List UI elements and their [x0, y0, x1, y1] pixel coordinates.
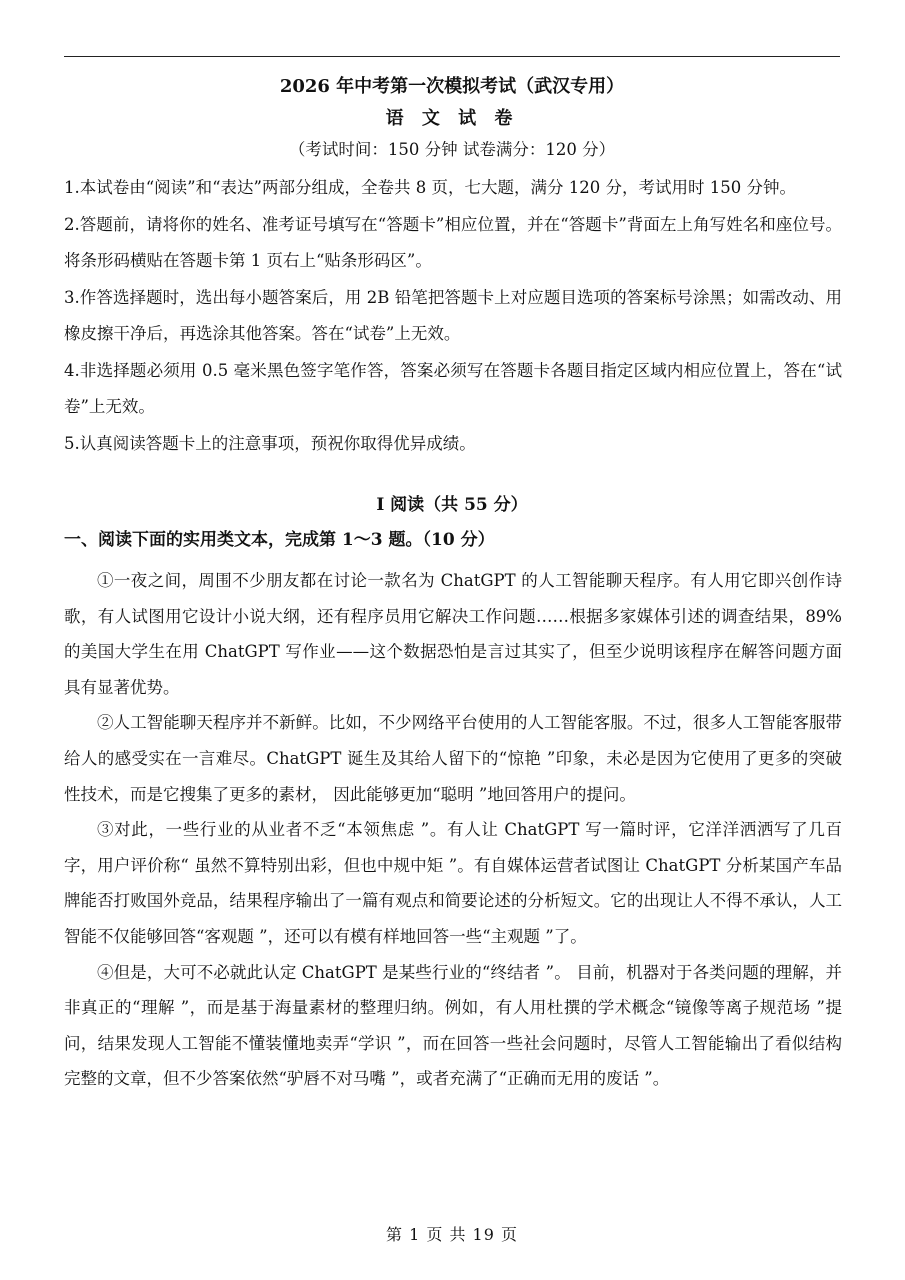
passage-paragraph: ④但是，大可不必就此认定 ChatGPT 是某些行业的“终结者 ”。 目前，机器对于各类问题的理解，并非真正的“理解 ”，而是基于海量素材的整理归纳。例如，有人用杜撰的学术概念“镜像等离子规范场 ”提问，结果发现人工智能不懂装懂地卖弄“学识 ”，而在回答一些社会问题时，尽管人工智能输出了看似结构完整的文章，但不少答案依然“驴唇不对马嘴 ”，或者充满了“正确而无用的废话 ”。 [64, 962, 842, 1089]
exam-title: 2026 年中考第一次模拟考试（武汉专用） [279, 76, 625, 97]
part-heading: 一、阅读下面的实用类文本，完成第 1～3 题。（10 分） [64, 530, 495, 550]
instructions [64, 170, 842, 462]
subject-title: 语 文 试 卷 [385, 108, 519, 129]
section-heading: I 阅读（共 55 分） [376, 495, 528, 515]
top-rule [64, 56, 840, 57]
passage-paragraph: ③对此，一些行业的从业者不乏“本领焦虑 ”。有人让 ChatGPT 写一篇时评，它洋洋洒洒写了几百字，用户评价称“ 虽然不算特别出彩，但也中规中矩 ”。有自媒体运营者试图让 ChatGPT 分析某国产车品牌能否打败国外竞品，结果程序输出了一篇有观点和简要论述的分析短文。它的出现让人不得不承认，人工智能不仅能够回答“客观题 ”，还可以有模有样地回答一些“主观题 ”了。 [64, 820, 842, 946]
instruction-item: 5.认真阅读答题卡上的注意事项，预祝你取得优异成绩。 [64, 433, 476, 453]
instruction-item: 2.答题前，请将你的姓名、准考证号填写在“答题卡”相应位置，并在“答题卡”背面左上角写姓名和座位号。将条形码横贴在答题卡第 1 页右上“贴条形码区”。 [64, 214, 842, 270]
exam-info: （考试时间：150 分钟 试卷满分：120 分） [288, 140, 616, 159]
instruction-item: 3.作答选择题时，选出每小题答案后，用 2B 铅笔把答题卡上对应题目选项的答案标号涂黑；如需改动、用橡皮擦干净后，再选涂其他答案。答在“试卷”上无效。 [64, 287, 842, 343]
reading-passage [64, 563, 842, 1097]
instruction-item: 4.非选择题必须用 0.5 毫米黑色签字笔作答，答案必须写在答题卡各题目指定区域内相应位置上，答在“试卷”上无效。 [64, 360, 842, 416]
passage-paragraph: ②人工智能聊天程序并不新鲜。比如，不少网络平台使用的人工智能客服。不过，很多人工智能客服带给人的感受实在一言难尽。ChatGPT 诞生及其给人留下的“惊艳 ”印象，未必是因为它使用了更多的突破性技术，而是它搜集了更多的素材， 因此能够更加“聪明 ”地回答用户的提问。 [64, 713, 842, 804]
passage-paragraph: ①一夜之间，周围不少朋友都在讨论一款名为 ChatGPT 的人工智能聊天程序。有人用它即兴创作诗歌，有人试图用它设计小说大纲，还有程序员用它解决工作问题……根据多家媒体引述的调查结果，89%的美国大学生在用 ChatGPT 写作业——这个数据恐怕是言过其实了，但至少说明该程序在解答问题方面具有显著优势。 [64, 571, 842, 697]
instruction-item: 1.本试卷由“阅读”和“表达”两部分组成，全卷共 8 页，七大题，满分 120 分，考试用时 150 分钟。 [64, 178, 796, 197]
page-footer: 第 1 页 共 19 页 [386, 1225, 518, 1244]
